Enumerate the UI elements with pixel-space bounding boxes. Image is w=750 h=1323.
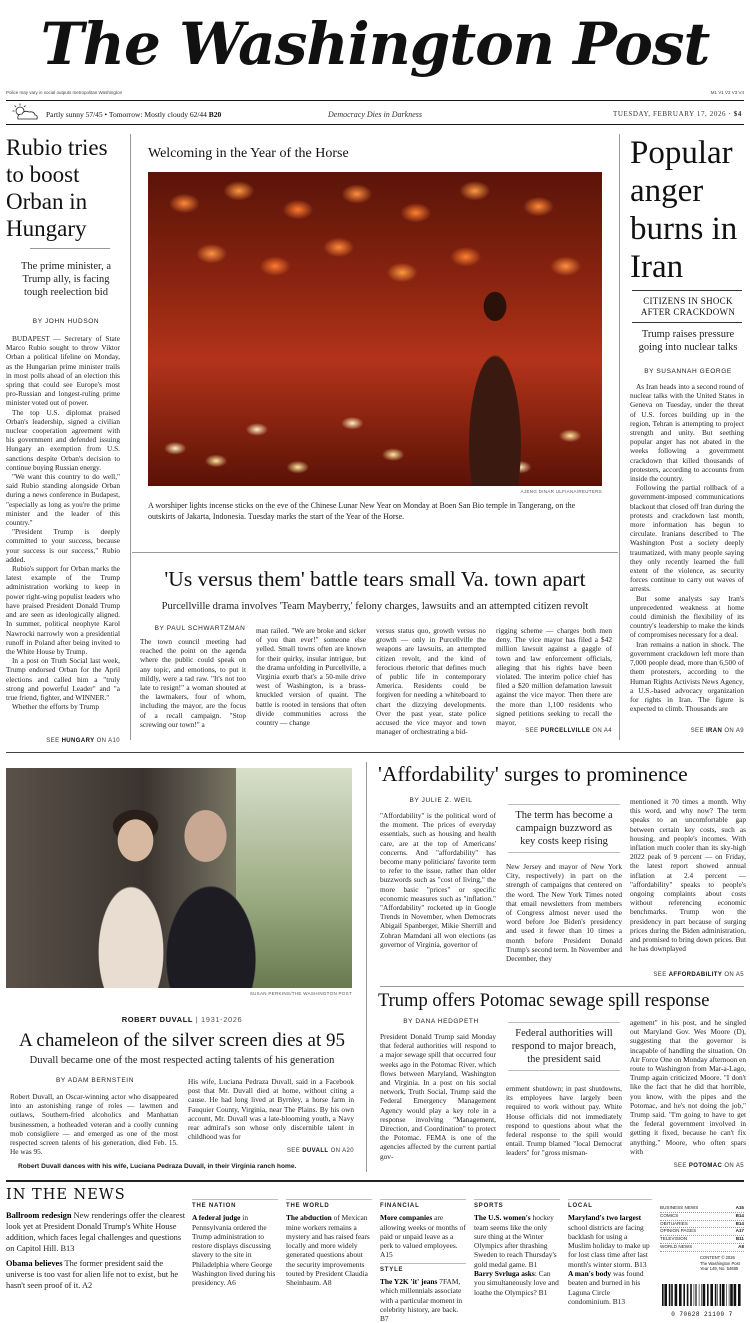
- masthead-tagline: Police may vary in social outputs metropolitan Washington: [6, 90, 123, 95]
- masthead-rule-top: [6, 100, 744, 101]
- index-name: COMICS: [660, 1212, 679, 1218]
- worshiper-figure: [460, 277, 530, 486]
- afford-pull: The term has become a campaign buzzword as key costs keep rising: [508, 804, 620, 853]
- afford-col-3: mentioned it 70 times a month. Why this word, and why now? The term speaks to an uncomfortable gap between certain key costs, such as housing, and people's incomes. With inflation much cooler than its sky-high 2022 peak of 9 percent — on Friday, the latest report showed annual inflation at 2.4 percent — "affordability" speaks to people's ongoing complaints about costs without referencing economic benchmarks. Trump won the presidency in part because of surging prices during the Biden administration, and promised to bring down prices. But he has downplayed: [630, 797, 746, 954]
- col-rule-mid: [366, 762, 367, 1172]
- barcode-bar: [690, 1284, 692, 1306]
- purcellville-deck: Purcellville drama involves 'Team Mayberry,' felony charges, lawsuits and an attempted citizen revolt: [161, 601, 589, 612]
- barcode-bar: [715, 1284, 717, 1306]
- iran-rule: [632, 290, 742, 291]
- purcellville-col-2: man railed. "We are broke and sicker of you than ever!" someone else yelled. Small towns often are known for their quirky, insular intrigue, but the drama unfolding in Purcellville, a Virginia exurb that's a 50-mile drive west of Washington, is a brass-knuckled version of quaint. The battle is rooted in tensions that often divide communities across the country — change: [256, 626, 366, 728]
- iran-headline[interactable]: Popular anger burns in Iran: [630, 135, 738, 285]
- issue-date: TUESDAY, FEBRUARY 17, 2026 · $4: [612, 110, 742, 118]
- barcode-number: 0 70628 21100 7: [671, 1311, 733, 1318]
- index-row[interactable]: [660, 1213, 744, 1221]
- duvall-photo: [6, 768, 352, 988]
- barcode-bar: [720, 1284, 722, 1306]
- barcode-bar: [726, 1284, 727, 1306]
- masthead-rule-bottom: [6, 124, 744, 125]
- duvall-headline[interactable]: A chameleon of the silver screen dies at 95: [18, 1030, 346, 1051]
- barcode-bar: [664, 1284, 667, 1306]
- afford-col-2: New Jersey and mayor of New York City, respectively) in part on the strength of campaigns that centered on the word. The New York Times noted that email newsletters from members of Congress almost never used the word before Joe Biden's presidency and used it fewer than 10 times a month before President Donald Trump's second term. In November and December, they: [506, 862, 622, 964]
- barcode-bar: [696, 1284, 697, 1306]
- photo-credit: AJENG DINAR ULFIANA/REUTERS: [520, 489, 602, 494]
- index-name: OBITUARIES: [660, 1220, 688, 1226]
- index-page: B11: [735, 1236, 744, 1242]
- index-page: B14: [735, 1212, 744, 1218]
- section-rule-mid: [6, 752, 744, 753]
- col-rule-left: [130, 134, 131, 740]
- news-index: [660, 1205, 744, 1252]
- index-row[interactable]: [660, 1244, 744, 1252]
- news-sports[interactable]: SPORTS The U.S. women's hockey team seems like the only sure thing at the Winter Olympics after thrashing Sweden to reach Thursday's gold medal game. B1 Barry Svrluga asks: Can you simultaneously love and loathe the Olympics? B1: [474, 1199, 560, 1297]
- purcellville-col-3: versus status quo, growth versus no growth — only in Purcellville the weapons are lawsuits, an attempted citizen revolt, and the kind of ferocious rhetoric that defines much of public life in contemporary America. Residents could be forgiven for needing a whiteboard to chart the dizzying developments. Over the past year, state police accused the vice mayor and town manager of orchestrating a bid-: [376, 626, 486, 736]
- barcode-bar: [671, 1284, 673, 1306]
- photo-caption: A worshiper lights incense sticks on the eve of the Chinese Lunar New Year on Monday at Boen San Bio temple in Tangerang, on the outskirts of Jakarta, Indonesia. Tuesday marks the start of the Year of the Horse.: [148, 501, 576, 521]
- news-lead: [6, 1210, 186, 1291]
- rubio-byline: BY JOHN HUDSON: [32, 318, 100, 325]
- purcellville-byline: BY PAUL SCHWARTZMAN: [154, 625, 246, 632]
- barcode-bar: [694, 1284, 695, 1306]
- index-page: B14: [735, 1220, 744, 1226]
- potomac-top-rule: [380, 986, 744, 987]
- iran-kicker: CITIZENS IN SHOCK AFTER CRACKDOWN: [640, 296, 736, 317]
- duvall-photo-credit: SUSAN PERKINS/THE WASHINGTON POST: [249, 991, 352, 996]
- potomac-pull: Federal authorities will respond to major breach, the president said: [508, 1022, 620, 1071]
- duvall-caption: Robert Duvall dances with his wife, Luciana Pedraza Duvall, in their Virginia ranch home.: [18, 1163, 297, 1170]
- rubio-jump[interactable]: SEE HUNGARY ON A10: [46, 738, 120, 744]
- afford-jump[interactable]: SEE AFFORDABILITY ON A5: [653, 972, 744, 978]
- iran-byline: BY SUSANNAH GEORGE: [644, 368, 732, 375]
- rubio-rule: [30, 248, 110, 249]
- index-page: A17: [735, 1228, 744, 1234]
- weather-forecast: Partly sunny 57/45 • Tomorrow: Mostly cloudy 62/44 B20: [46, 110, 222, 119]
- barcode-bar: [699, 1284, 700, 1306]
- duvall-byline: BY ADAM BERNSTEIN: [56, 1077, 134, 1084]
- barcode-bar: [738, 1284, 741, 1306]
- index-page: A15: [735, 1205, 744, 1210]
- index-name: WORLD NEWS: [660, 1243, 693, 1249]
- purcellville-headline[interactable]: 'Us versus them' battle tears small Va. town apart: [164, 567, 586, 591]
- duvall-col-1: Robert Duvall, an Oscar-winning actor who disappeared into an astonishing range of roles — lawmen and outlaws, Southern-fried alcoholics and Manhattan businessmen, a hotheaded veteran and a coolly cunning mob consigliere — and emerged as one of the most respected screen talents of his generation, died Feb. 15. He was 95.: [10, 1092, 178, 1156]
- index-row[interactable]: [660, 1221, 744, 1229]
- news-local[interactable]: LOCAL Maryland's two largest school districts are facing backlash for using a Muslim holiday to make up for lost class time after last month's winter storm. B13 A man's body was found beaten and burned in his Laguna Circle condominium. B13: [568, 1199, 652, 1306]
- index-name: TELEVISION: [660, 1236, 688, 1242]
- news-title: IN THE NEWS: [6, 1187, 126, 1203]
- news-lead-2[interactable]: Obama believes The former president said the universe is too vast for alien life not to exist, but he hasn't seen proof of it. A2: [6, 1259, 179, 1290]
- news-financial[interactable]: FINANCIAL More companies are allowing weeks or months of paid or unpaid leave as a perk to valued employees. A15 STYLE The Y2K 'it' jeans 7FAM, which millennials associate with a particular moment in celebrity history, are back. B7: [380, 1199, 466, 1323]
- iran-rule-2: [632, 322, 742, 323]
- news-nation[interactable]: THE NATION A federal judge in Pennsylvania ordered the Trump administration to restore displays discussing slavery to the site in Philadelphia where George Washington lived during his presidency. A6: [192, 1199, 278, 1288]
- barcode-bar: [717, 1284, 718, 1306]
- slogan: Democracy Dies in Darkness: [328, 110, 422, 119]
- potomac-headline[interactable]: Trump offers Potomac sewage spill response: [378, 991, 710, 1011]
- afford-headline[interactable]: 'Affordability' surges to prominence: [378, 762, 688, 786]
- index-row[interactable]: [660, 1205, 744, 1213]
- purcellville-jump[interactable]: SEE PURCELLVILLE ON A4: [525, 728, 612, 734]
- barcode-bar: [701, 1284, 702, 1306]
- rubio-body: BUDAPEST — Secretary of State Marco Rubio sought to throw Viktor Orban a political lifeline on Monday, as the Hungarian prime minister trails in most polls ahead of an election this spring that could see Europe's most pro-Russian and longest-ruling prime minister voted out of power. The top U.S. diplomat praised Orban's leadership, signed a civilian nuclear cooperation agreement with his government and defended issuing Hungary an exemption from U.S. sanctions despite Orban's decision to continue buying Russian energy. "We want this country to do well," said Rubio standing alongside Orban during a news conference in Budapest, "especially as long as you're the prime minister and the leader of this country." "President Trump is deeply committed to your success, because your success is our success," Rubio added. Rubio's support for Orban marks the latest example of the Trump administration working to keep in power right-wing populist leaders who have praised President Donald Trump and are seen as ideologically aligned. In summer, political neophyte Karol Nawrocki narrowly won a presidential runoff in Poland after being invited to the White House by Trump. In a post on Truth Social last week, Trump endorsed Orban for the April elections and called him a "truly strong and powerful Leader" and "a true friend, fighter, and WINNER." Whether the efforts by Trump: [6, 334, 120, 712]
- potomac-col-3: agement" in his post, and he singled out Maryland Gov. Wes Moore (D), suggesting that the governor is incapable of handling the situation. On Air Force One on Monday afternoon en route to Washington from Mar-a-Lago, Trump again criticized Moore. "I don't like the fact that he did that horrible, you know, with the pipes and the Potomac, and he's not doing the job," Trump said. "I'm going to have to get the federal government involved in getting it fixed, because he can't fix anything." Moore, who often spars with: [630, 1018, 746, 1156]
- barcode-bar: [734, 1284, 737, 1306]
- iran-deck: Trump raises pressure going into nuclear talks: [638, 329, 738, 353]
- index-name: OPINION PAGES: [660, 1228, 697, 1234]
- man-figure: [156, 798, 266, 988]
- news-world[interactable]: THE WORLD The abduction of Mexican mine workers remains a mystery and has raised fears locally and more widely generated questions about the security improvements touted by President Claudia Sheinbaum. A8: [286, 1199, 372, 1288]
- iran-body: As Iran heads into a second round of nuclear talks with the United States in Geneva on Tuesday, under the threat of U.S. forces building up in the region, Tehran is attempting to project strength and unity. But seething popular anger has not abated in the weeks following a government crackdown that killed thousands of protesters, according to accounts from inside the country. Following the partial rollback of a government-imposed communications blackout that closed off Iran during the protests and crackdown last month, more information has begun to circulate. Iranians described to The Washington Post a society deeply traumatized, with many people saying they only recently learned the full extent of the violence, as security forces continue to carry out waves of arrests. But some analysts say Iran's unprecedented weakness at home could diminish the flexibility of its country's leadership to make the kinds of compromises necessary for a deal. Iran remains a nation in shock. The government crackdown left more than 7,000 people dead, more than 6,500 of them protesters, according to the Human Rights Activists News Agency, a U.S.-based advocacy organization for rights in Iran. The figure is expected to climb. Thousands are: [630, 382, 744, 714]
- photo-title: Welcoming in the Year of the Horse: [148, 146, 349, 161]
- weather-icon: [9, 103, 39, 121]
- content-notice: CONTENT © 2026 The Washington Post Year 149, No. 54685: [700, 1255, 740, 1271]
- afford-col-1: "Affordability" is the political word of the moment. The prices of everyday essentials, such as housing and health care, are at the top of Americans' concerns. And "affordability" has become many politicians' favorite term to refer to the issue, rather than older buzzwords such as "cost of living," the more basic "prices" or specific economic measures such as "inflation." "Affordability" rocketed up in Google Trends in November, when Democrats Abigail Spanberger, Mikie Sherrill and Zohran Mamdani all won elections (as governor of Virginia, governor of: [380, 811, 496, 949]
- index-row[interactable]: [660, 1236, 744, 1244]
- rubio-headline[interactable]: Rubio tries to boost Orban in Hungary: [6, 135, 108, 241]
- barcode-bar: [687, 1284, 689, 1306]
- potomac-byline: BY DANA HEDGPETH: [403, 1018, 479, 1025]
- index-page: A8: [738, 1243, 744, 1249]
- barcode-bar: [729, 1284, 730, 1306]
- masthead-logo[interactable]: The Washington Post: [40, 10, 710, 78]
- barcode-bar: [695, 1284, 696, 1306]
- potomac-jump[interactable]: SEE POTOMAC ON A5: [673, 1163, 744, 1169]
- potomac-col-2: ernment shutdown; in past shutdowns, its employees have largely been required to work without pay. White House officials did not immediately respond to questions about what the federal response to the spill would entail. Trump blamed "local Democrat leaders" for "gross misman-: [506, 1084, 622, 1158]
- purcellville-top-rule: [132, 552, 618, 553]
- barcode-bar: [675, 1284, 678, 1306]
- barcode-bar: [707, 1284, 709, 1306]
- barcode-bar: [679, 1284, 682, 1306]
- duvall-deck: Duvall became one of the most respected acting talents of his generation: [29, 1055, 335, 1066]
- news-top-rule: [6, 1180, 744, 1182]
- purcellville-col-4: rigging scheme — charges both men deny. The vice mayor has filed a $42 million lawsuit against a gaggle of town and law enforcement officials, alleging that his rights have been violated. The interim police chief has filed a $20 million defamation lawsuit against the vice mayor. Then there are the more than 1,100 residents who signed petitions seeking to recall the mayor,: [496, 626, 612, 727]
- barcode-bar: [703, 1284, 706, 1306]
- lantern-photo: [148, 172, 602, 486]
- news-lead-1[interactable]: Ballroom redesign New renderings offer the clearest look yet at President Donald Trump's White House addition, which faces legal challenges and questions on Capitol Hill. B13: [6, 1211, 186, 1253]
- duvall-kicker: ROBERT DUVALL | 1931-2026: [121, 1015, 243, 1024]
- edition-codes: M1 V1 V2 V3 V4: [710, 90, 744, 95]
- index-name: BUSINESS NEWS: [660, 1205, 699, 1210]
- barcode-bar: [722, 1284, 725, 1306]
- barcode: [660, 1284, 744, 1318]
- duvall-jump[interactable]: SEE DUVALL ON A20: [286, 1148, 354, 1154]
- iran-jump[interactable]: SEE IRAN ON A9: [690, 728, 744, 734]
- purcellville-col-1: The town council meeting had reached the point on the agenda where the public could speak on any topic, and emotions, to put it mildly, were a tad raw. "It's not too late to resign!" a woman shouted at the lawmakers, four of whom, including the mayor, are the focus of a recall campaign. "Stop screwing our town!" a: [140, 637, 246, 729]
- duvall-col-2: His wife, Luciana Pedraza Duvall, said in a Facebook post that Mr. Duvall died at home, without citing a cause. He had long lived at Byrnley, a horse farm in Fauquier County, Virginia, near The Plains. By his own account, Mr. Duvall was a late-blooming youth, a Navy rear admiral's son whose only discernible talent in childhood was for: [188, 1077, 354, 1142]
- barcode-bar: [669, 1284, 671, 1306]
- barcode-bar: [730, 1284, 733, 1306]
- potomac-col-1: President Donald Trump said Monday that federal authorities will respond to a major sewage spill that occurred four weeks ago in the Potomac River, which flows between Maryland, Washington and Virginia. In a post on his social network, Truth Social, Trump said the Federal Emergency Management Agency would play a key role in a response involving "Management, Direction, and Coordination" to protect the Potomac. FEMA is one of the agencies affected by the current partial gov-: [380, 1032, 496, 1161]
- barcode-bar: [662, 1284, 664, 1306]
- barcode-bar: [683, 1284, 685, 1306]
- afford-byline: BY JULIE Z. WEIL: [409, 797, 473, 804]
- rubio-deck: The prime minister, a Trump ally, is facing tough reelection bid: [21, 261, 111, 298]
- barcode-bar: [710, 1284, 713, 1306]
- col-rule-right: [619, 134, 620, 740]
- index-row[interactable]: [660, 1228, 744, 1236]
